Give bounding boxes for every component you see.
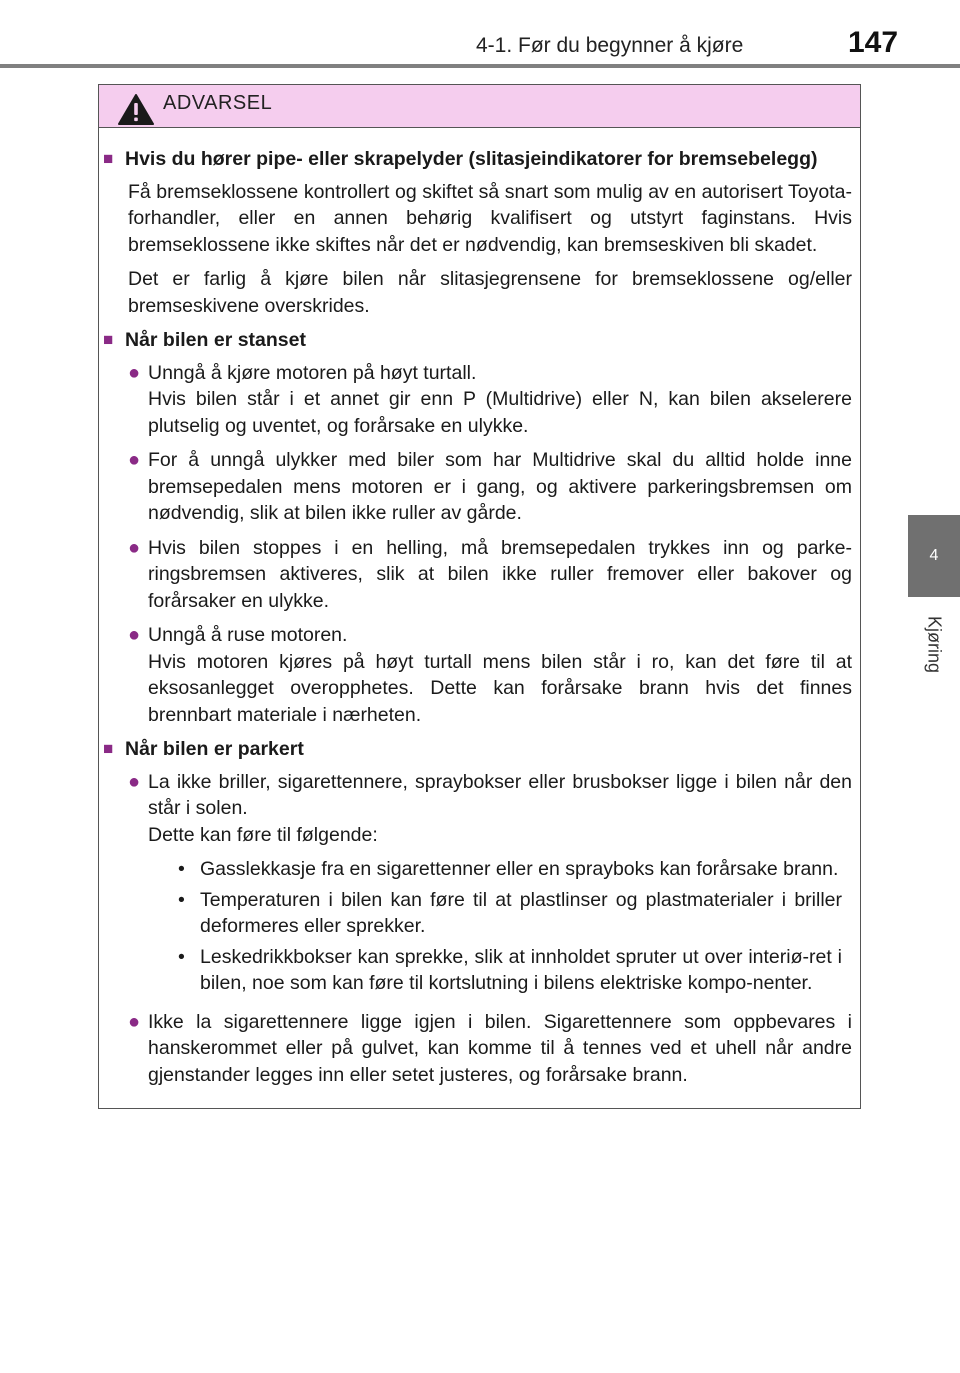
bullet-item <box>128 1009 852 1089</box>
square-bullet-icon: ■ <box>103 330 114 349</box>
paragraph: Det er farlig å kjøre bilen når slitasjegrensene for bremseklossene og/eller bremseskivene overskrides. <box>128 268 852 317</box>
section-heading-text: Hvis du hører pipe- eller skrapelyder (slitasjeindikatorer for bremsebelegg) <box>125 148 818 170</box>
round-bullet-icon: ● <box>128 1010 141 1033</box>
paragraph: Få bremseklossene kontrollert og skiftet så snart som mulig av en autorisert Toyota-forhandler, eller en annen behørig kvalifisert og utstyrt faginstans. Hvis bremseklossene ikke skiftes når det er nødvendig, kan bremseskiven bli skadet. <box>128 180 852 256</box>
header-divider <box>0 64 960 68</box>
sub-bullet-icon: • <box>178 945 185 968</box>
bullet-item <box>128 447 852 527</box>
section-heading <box>103 146 852 173</box>
round-bullet-icon: ● <box>128 770 141 793</box>
bullet-item <box>128 535 852 615</box>
warning-box <box>98 84 861 1109</box>
round-bullet-icon: ● <box>128 536 141 559</box>
section-heading-text: Når bilen er stanset <box>125 329 306 351</box>
warning-title: ADVARSEL <box>163 91 273 114</box>
chapter-tab-number: 4 <box>929 547 939 564</box>
bullet-text: Unngå å kjøre motoren på høyt turtall. <box>148 361 477 384</box>
round-bullet-icon: ● <box>128 449 141 471</box>
bullet-detail: Dette kan føre til følgende: <box>148 823 378 846</box>
chapter-side-label <box>908 605 960 685</box>
sub-list-text: Temperaturen i bilen kan føre til at plastlinser og plastmaterialer i briller deformeres eller sprekker. <box>200 888 842 937</box>
sub-list <box>148 856 852 997</box>
sub-bullet-icon: • <box>178 888 185 911</box>
bullet-text: Ikke la sigarettennere ligge igjen i bilen. Sigarettennere som oppbevares i hanskerommet eller på gulvet, kan komme til å tennes ved et uhell når andre gjenstander legges inn eller setet justeres, og forårsake brann. <box>148 1010 852 1086</box>
bullet-item <box>128 622 852 728</box>
bullet-text: For å unngå ulykker med biler som har Multidrive skal du alltid holde inne bremsepedalen mens motoren er i gang, og aktivere parkeringsbremsen om nødvendig, slik at bilen ikke ruller av gårde. <box>148 449 852 524</box>
bullet-detail: Hvis motoren kjøres på høyt turtall mens bilen står i ro, kan det føre til at eksosanlegget overopphetes. Dette kan forårsake brann hvis det finnes brennbart materiale i nærheten. <box>148 650 852 726</box>
round-bullet-icon: ● <box>128 361 141 384</box>
section-heading <box>103 327 852 354</box>
sub-list-item <box>178 944 842 997</box>
warning-body <box>99 128 860 1088</box>
bullet-detail: Hvis bilen står i et annet gir enn P (Multidrive) eller N, kan bilen akselerere plutselig og uventet, og forårsake en ulykke. <box>148 388 852 437</box>
square-bullet-icon: ■ <box>103 739 114 758</box>
sub-list-text: Gasslekkasje fra en sigarettenner eller en sprayboks kan forårsake brann. <box>200 858 839 880</box>
section-heading <box>103 736 852 763</box>
sub-list-text: Leskedrikkbokser kan sprekke, slik at innholdet spruter ut over interiø-ret i bilen, noe som kan føre til kortslutning i bilens elektriske kompo-nenter. <box>200 945 842 994</box>
sub-bullet-icon: • <box>178 858 185 880</box>
header-section-title: 4-1. Før du begynner å kjøre <box>476 34 744 57</box>
warning-triangle-icon <box>117 93 155 126</box>
bullet-text: Unngå å ruse motoren. <box>148 624 348 646</box>
square-bullet-icon: ■ <box>103 149 114 168</box>
warning-header <box>99 85 860 128</box>
chapter-side-label-text: Kjøring <box>924 616 945 674</box>
section-heading-text: Når bilen er parkert <box>125 738 304 760</box>
sub-list-item <box>178 856 842 883</box>
bullet-item <box>128 769 852 1001</box>
bullet-item <box>128 360 852 440</box>
page-number: 147 <box>848 26 899 59</box>
bullet-text: Hvis bilen stoppes i en helling, må bremsepedalen trykkes inn og parke-ringsbremsen aktiveres, slik at bilen ikke ruller fremover eller bakover og forårsaker en ulykke. <box>148 536 852 612</box>
sub-list-item <box>178 887 842 940</box>
chapter-tab <box>908 515 960 597</box>
bullet-text: La ikke briller, sigarettennere, spraybokser eller brusbokser ligge i bilen når den står i solen. <box>148 770 852 819</box>
round-bullet-icon: ● <box>128 624 141 646</box>
